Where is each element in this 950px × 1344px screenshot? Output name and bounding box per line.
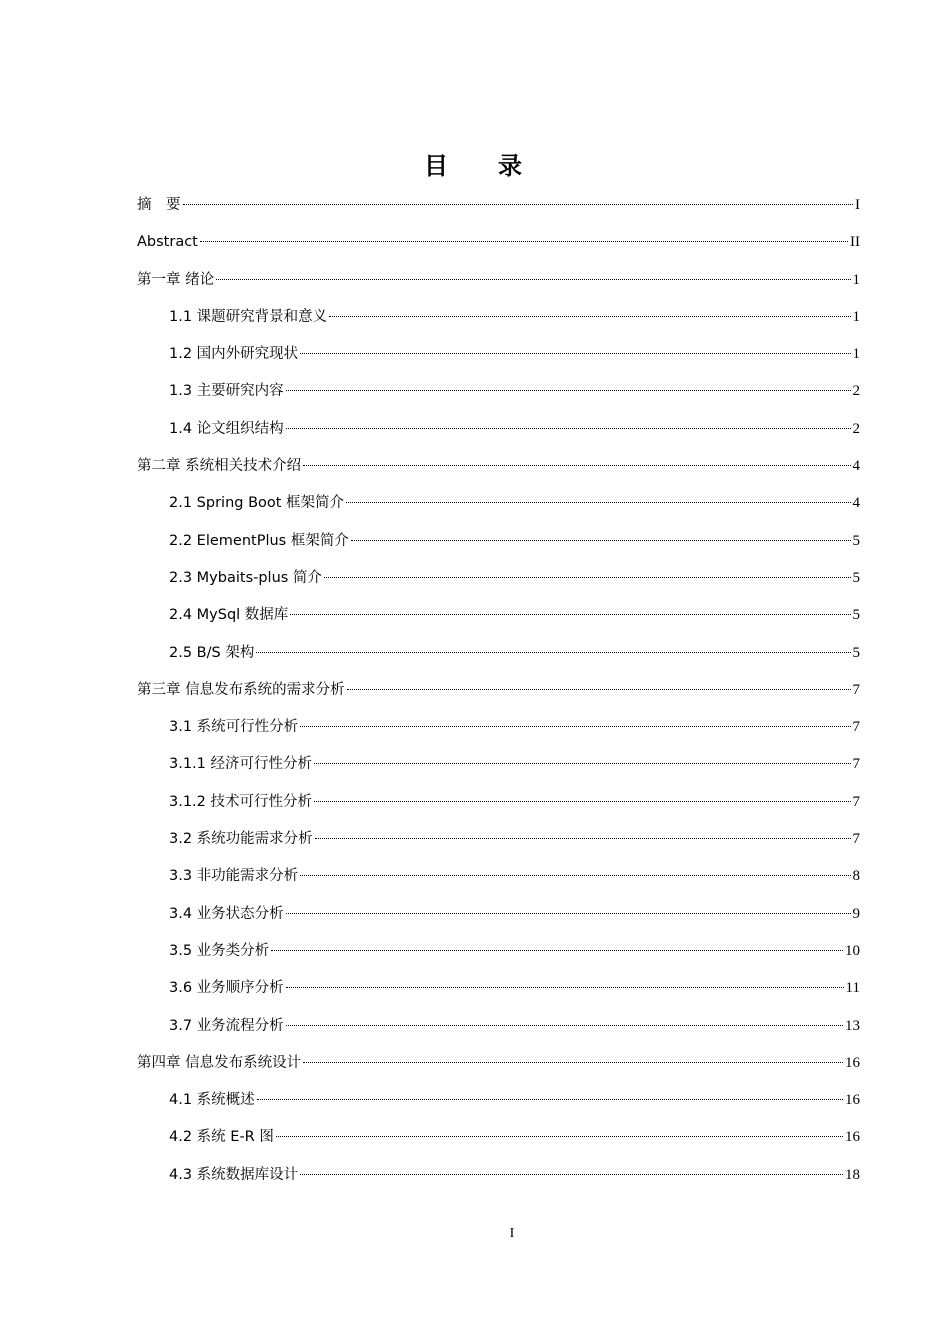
table-of-contents — [137, 187, 860, 1194]
toc-dot-leader — [290, 614, 850, 615]
toc-dot-leader — [314, 763, 850, 764]
toc-entry-label: 2.4 MySql 数据库 — [169, 607, 289, 624]
toc-entry[interactable] — [137, 1119, 860, 1156]
toc-dot-leader — [347, 689, 851, 690]
toc-entry-page: 1 — [852, 271, 860, 288]
toc-dot-leader — [256, 652, 850, 653]
toc-dot-leader — [183, 204, 854, 205]
toc-dot-leader — [257, 1099, 843, 1100]
toc-entry-label: 第三章 信息发布系统的需求分析 — [137, 681, 345, 698]
toc-entry-page: 16 — [845, 1129, 860, 1146]
toc-entry-label: 3.6 业务顺序分析 — [169, 980, 284, 997]
toc-entry-label: 1.4 论文组织结构 — [169, 420, 284, 437]
toc-entry-page: 7 — [852, 681, 860, 698]
toc-entry-label: 3.4 业务状态分析 — [169, 905, 284, 922]
toc-entry-page: 5 — [852, 569, 860, 586]
toc-entry[interactable] — [137, 709, 860, 746]
toc-entry[interactable] — [137, 597, 860, 634]
toc-entry-label: 3.5 业务类分析 — [169, 942, 270, 959]
toc-entry[interactable] — [137, 262, 860, 299]
toc-dot-leader — [276, 1136, 843, 1137]
toc-entry-label: 4.2 系统 E-R 图 — [169, 1129, 274, 1146]
toc-entry-label: 第二章 系统相关技术介绍 — [137, 458, 302, 475]
toc-dot-leader — [314, 801, 850, 802]
toc-entry-label: 第四章 信息发布系统设计 — [137, 1054, 302, 1071]
toc-entry[interactable] — [137, 560, 860, 597]
toc-entry[interactable] — [137, 448, 860, 485]
toc-entry[interactable] — [137, 635, 860, 672]
toc-entry-page: 5 — [852, 607, 860, 624]
toc-dot-leader — [200, 241, 848, 242]
toc-entry[interactable] — [137, 299, 860, 336]
toc-entry[interactable] — [137, 746, 860, 783]
toc-dot-leader — [286, 1025, 843, 1026]
toc-entry-page: 7 — [852, 756, 860, 773]
toc-entry[interactable] — [137, 1045, 860, 1082]
toc-entry-label: 3.1.1 经济可行性分析 — [169, 756, 313, 773]
toc-entry[interactable] — [137, 858, 860, 895]
toc-entry[interactable] — [137, 224, 860, 261]
toc-entry-label: 1.1 课题研究背景和意义 — [169, 308, 328, 325]
toc-entry-page: 7 — [852, 831, 860, 848]
toc-entry-label: 3.1.2 技术可行性分析 — [169, 793, 313, 810]
toc-entry-label: 3.1 系统可行性分析 — [169, 719, 299, 736]
toc-entry-page: II — [850, 234, 860, 251]
toc-entry-page: 5 — [852, 532, 860, 549]
toc-dot-leader — [300, 353, 850, 354]
toc-entry-page: 4 — [852, 458, 860, 475]
toc-entry-page: 5 — [852, 644, 860, 661]
toc-entry[interactable] — [137, 187, 860, 224]
toc-entry-label: 2.5 B/S 架构 — [169, 644, 255, 661]
toc-entry[interactable] — [137, 411, 860, 448]
toc-entry-page: 4 — [852, 495, 860, 512]
toc-entry[interactable] — [137, 933, 860, 970]
toc-entry-page: 1 — [852, 346, 860, 363]
toc-entry-label: 4.1 系统概述 — [169, 1092, 255, 1109]
toc-entry-label: 摘 要 — [137, 197, 181, 213]
toc-dot-leader — [286, 390, 851, 391]
toc-dot-leader — [271, 950, 843, 951]
toc-entry-label: 1.2 国内外研究现状 — [169, 346, 299, 363]
toc-dot-leader — [286, 428, 851, 429]
toc-entry-label: 2.3 Mybaits-plus 简介 — [169, 569, 322, 586]
toc-dot-leader — [346, 502, 850, 503]
toc-entry-page: I — [855, 197, 860, 213]
toc-entry-label: 3.7 业务流程分析 — [169, 1017, 284, 1034]
toc-entry-page: 8 — [852, 868, 860, 885]
toc-dot-leader — [300, 726, 850, 727]
toc-entry-page: 11 — [845, 980, 860, 997]
toc-entry[interactable] — [137, 1157, 860, 1194]
toc-entry-label: 3.2 系统功能需求分析 — [169, 831, 313, 848]
toc-dot-leader — [300, 1174, 843, 1175]
toc-entry-page: 1 — [852, 308, 860, 325]
toc-entry-label: Abstract — [137, 234, 198, 251]
toc-dot-leader — [286, 987, 844, 988]
toc-entry[interactable] — [137, 784, 860, 821]
toc-dot-leader — [300, 875, 850, 876]
toc-entry[interactable] — [137, 1008, 860, 1045]
toc-dot-leader — [315, 838, 851, 839]
toc-dot-leader — [303, 465, 850, 466]
toc-entry-page: 16 — [845, 1054, 860, 1071]
toc-entry[interactable] — [137, 523, 860, 560]
page-title: 目录 — [424, 152, 572, 180]
toc-entry-label: 2.1 Spring Boot 框架简介 — [169, 495, 345, 512]
toc-entry-page: 7 — [852, 719, 860, 736]
toc-entry-page: 2 — [852, 420, 860, 437]
toc-entry-label: 4.3 系统数据库设计 — [169, 1166, 299, 1183]
toc-entry-page: 10 — [845, 942, 860, 959]
toc-entry-page: 2 — [852, 383, 860, 400]
toc-entry[interactable] — [137, 336, 860, 373]
toc-dot-leader — [351, 540, 851, 541]
toc-entry-label: 2.2 ElementPlus 框架简介 — [169, 532, 349, 549]
toc-dot-leader — [216, 279, 850, 280]
toc-entry[interactable] — [137, 821, 860, 858]
toc-entry[interactable] — [137, 485, 860, 522]
toc-entry-label: 第一章 绪论 — [137, 271, 215, 288]
toc-entry-label: 3.3 非功能需求分析 — [169, 868, 299, 885]
toc-entry[interactable] — [137, 672, 860, 709]
toc-entry-page: 7 — [852, 793, 860, 810]
toc-dot-leader — [303, 1062, 843, 1063]
toc-entry-page: 16 — [845, 1092, 860, 1109]
toc-entry-label: 1.3 主要研究内容 — [169, 383, 284, 400]
toc-entry-page: 9 — [852, 905, 860, 922]
toc-entry-page: 18 — [845, 1166, 860, 1183]
toc-entry[interactable] — [137, 1082, 860, 1119]
toc-entry[interactable] — [137, 970, 860, 1007]
toc-dot-leader — [324, 577, 851, 578]
toc-dot-leader — [286, 913, 851, 914]
page-number: I — [509, 1226, 515, 1241]
toc-dot-leader — [329, 316, 850, 317]
toc-entry[interactable] — [137, 373, 860, 410]
toc-entry-page: 13 — [845, 1017, 860, 1034]
toc-entry[interactable] — [137, 896, 860, 933]
